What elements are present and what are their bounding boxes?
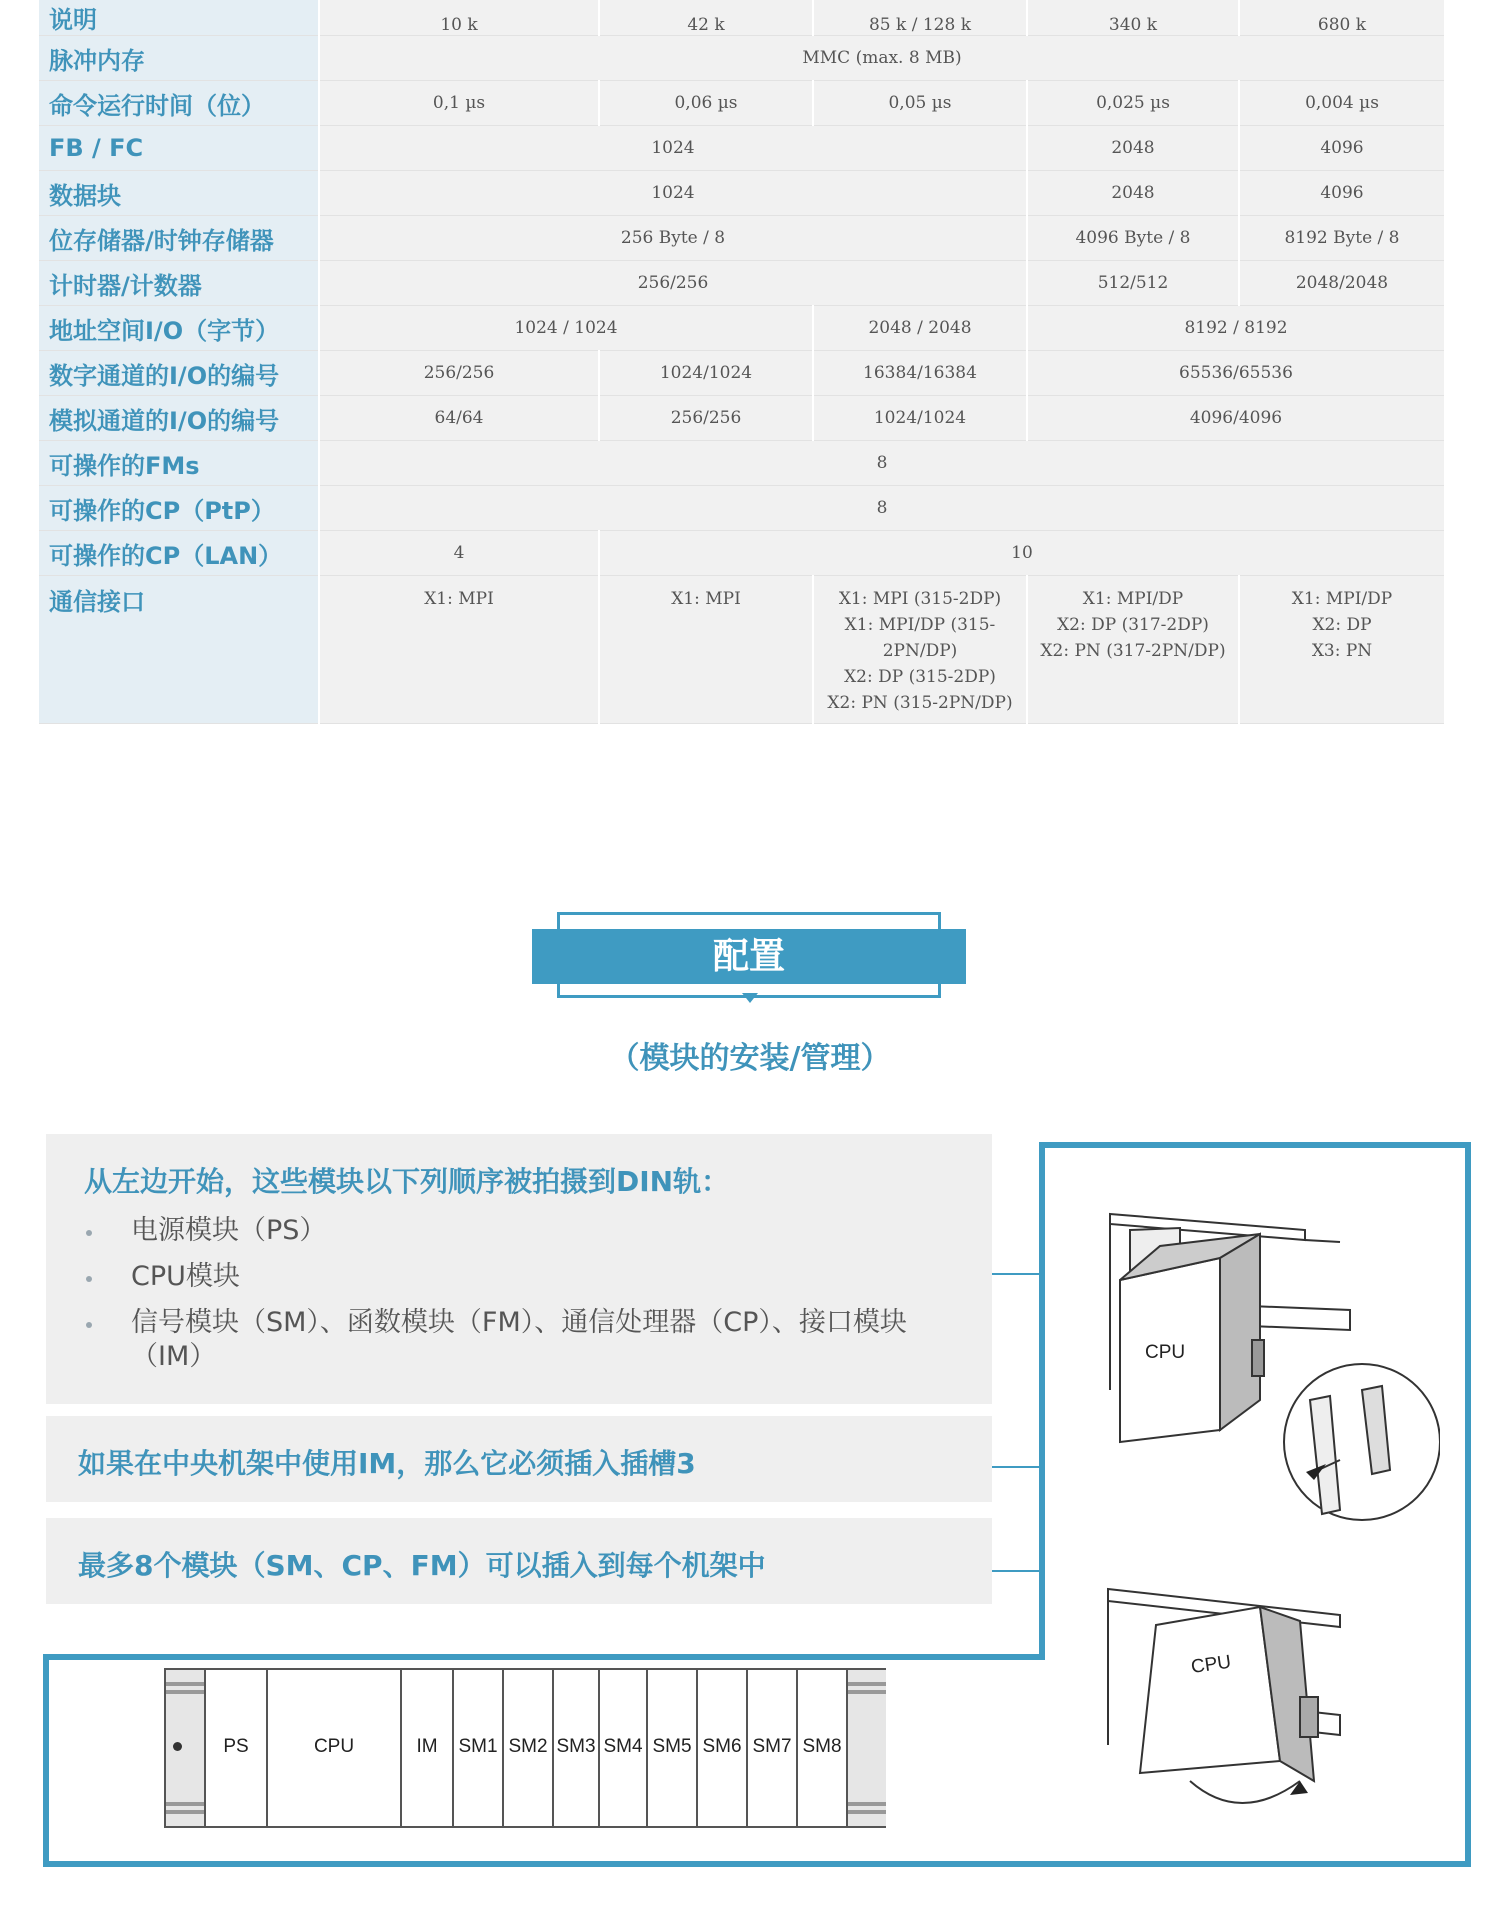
rack-slot-sm1: SM1 (452, 1670, 502, 1826)
cell-line: X1: MPI/DP (1082, 589, 1184, 609)
table-cell: 10 (599, 531, 1445, 576)
install-order-box (46, 1134, 992, 1404)
svg-text:CPU: CPU (1189, 1651, 1233, 1678)
row-label: 计时器/计数器 (39, 261, 319, 306)
connector-line-1 (992, 1273, 1039, 1275)
im-slot-note-box (46, 1416, 992, 1502)
rack-end-right (846, 1670, 886, 1826)
rack-slot-sm4: SM4 (598, 1670, 646, 1826)
rack-slot-sm7: SM7 (746, 1670, 796, 1826)
table-row (39, 0, 1445, 36)
table-cell: 8192 Byte / 8 (1239, 216, 1445, 261)
row-label: 命令运行时间（位） (39, 81, 319, 126)
row-label: 位存储器/时钟存储器 (39, 216, 319, 261)
table-cell: 340 k (1027, 0, 1239, 36)
table-cell: 4 (319, 531, 599, 576)
row-label: 地址空间I/O（字节） (39, 306, 319, 351)
cell-line: X1: MPI (315-2DP) (838, 589, 1002, 609)
cell-line: X2: PN (315-2PN/DP) (827, 693, 1013, 713)
spec-table (39, 0, 1446, 724)
rack-slot-ps: PS (204, 1670, 266, 1826)
table-row (39, 396, 1445, 441)
table-cell (599, 576, 813, 724)
table-cell: 10 k (319, 0, 599, 36)
table-row (39, 261, 1445, 306)
table-cell: 1024 / 1024 (319, 306, 813, 351)
cpu-mounting-illustration (1100, 1210, 1440, 1530)
svg-text:CPU: CPU (1145, 1342, 1186, 1363)
table-cell (1027, 576, 1239, 724)
max-modules-note: 最多8个模块（SM、CP、FM）可以插入到每个机架中 (78, 1549, 766, 1582)
table-cell (319, 576, 599, 724)
rack-slot-sm2: SM2 (502, 1670, 552, 1826)
cell-line: X2: DP (1312, 615, 1372, 635)
bullet-icon (86, 1322, 92, 1328)
table-cell: 42 k (599, 0, 813, 36)
bullet-icon (86, 1230, 92, 1236)
table-cell: 2048 / 2048 (813, 306, 1027, 351)
outline-right-side (1465, 1142, 1471, 1867)
cell-line: X2: PN (317-2PN/DP) (1040, 641, 1226, 661)
down-arrow-icon (742, 993, 758, 1003)
table-cell: 0,025 µs (1027, 81, 1239, 126)
table-row (39, 171, 1445, 216)
cell-line: 2PN/DP) (882, 641, 958, 661)
row-label: 模拟通道的I/O的编号 (39, 396, 319, 441)
table-cell: 65536/65536 (1027, 351, 1445, 396)
table-cell: 4096/4096 (1027, 396, 1445, 441)
section-subtitle: （模块的安装/管理） (609, 1041, 891, 1076)
rack-slot-sm8: SM8 (796, 1670, 846, 1826)
table-row (39, 216, 1445, 261)
section-title: 配置 (532, 929, 966, 984)
cell-line: X1: MPI (671, 589, 741, 609)
outline-mid-top (43, 1654, 1045, 1660)
outline-left-side (43, 1654, 49, 1867)
table-row (39, 306, 1445, 351)
rack-end-left (166, 1670, 204, 1826)
table-cell: 1024/1024 (599, 351, 813, 396)
table-cell: 4096 Byte / 8 (1027, 216, 1239, 261)
row-label: FB / FC (39, 126, 319, 171)
outline-bottom (43, 1861, 1471, 1867)
table-cell: 0,004 µs (1239, 81, 1445, 126)
list-item: 信号模块（SM）、函数模块（FM）、通信处理器（CP）、接口模块（IM） (84, 1306, 956, 1374)
table-cell: 8 (319, 486, 1445, 531)
table-row (39, 531, 1445, 576)
table-cell: 4096 (1239, 126, 1445, 171)
cell-line: X1: MPI/DP (315- (844, 615, 996, 635)
table-row (39, 351, 1445, 396)
row-label: 可操作的CP（PtP） (39, 486, 319, 531)
table-cell: 1024 (319, 126, 1027, 171)
module-list (84, 1214, 956, 1374)
connector-line-2 (992, 1466, 1039, 1468)
row-label: 通信接口 (39, 576, 319, 724)
row-label: 脉冲内存 (39, 36, 319, 81)
table-cell: 1024 (319, 171, 1027, 216)
table-cell: 8192 / 8192 (1027, 306, 1445, 351)
cell-line: X3: PN (1311, 641, 1373, 661)
table-cell: 256 Byte / 8 (319, 216, 1027, 261)
table-cell: 8 (319, 441, 1445, 486)
row-label: 说明 (39, 0, 319, 36)
table-cell: 4096 (1239, 171, 1445, 216)
bullet-icon (86, 1276, 92, 1282)
im-slot-note: 如果在中央机架中使用IM，那么它必须插入插槽3 (78, 1447, 696, 1480)
table-row (39, 126, 1445, 171)
rack-slot-im: IM (400, 1670, 452, 1826)
table-cell: 0,06 µs (599, 81, 813, 126)
table-cell: 1024/1024 (813, 396, 1027, 441)
list-item: CPU模块 (84, 1260, 956, 1294)
max-modules-note-box (46, 1518, 992, 1604)
table-cell: 64/64 (319, 396, 599, 441)
rack-slot-sm6: SM6 (696, 1670, 746, 1826)
cell-line: X1: MPI (424, 589, 494, 609)
table-cell: 16384/16384 (813, 351, 1027, 396)
table-cell: 0,1 µs (319, 81, 599, 126)
rack-slot-sm3: SM3 (552, 1670, 598, 1826)
table-row (39, 81, 1445, 126)
cpu-hinge-illustration (1100, 1585, 1440, 1835)
table-cell: 256/256 (319, 351, 599, 396)
table-cell: 256/256 (599, 396, 813, 441)
cell-line: X2: DP (315-2DP) (844, 667, 996, 687)
table-row (39, 486, 1445, 531)
table-cell (1239, 576, 1445, 724)
install-order-heading: 从左边开始，这些模块以下列顺序被拍摄到DIN轨： (84, 1165, 730, 1198)
rack-slot-sm5: SM5 (646, 1670, 696, 1826)
rack-diagram (164, 1668, 886, 1828)
row-label: 数据块 (39, 171, 319, 216)
table-cell (813, 576, 1027, 724)
row-label: 数字通道的I/O的编号 (39, 351, 319, 396)
table-cell: 0,05 µs (813, 81, 1027, 126)
cell-line: X2: DP (317-2DP) (1057, 615, 1209, 635)
rack-slot-cpu: CPU (266, 1670, 400, 1826)
table-row (39, 441, 1445, 486)
table-cell: 680 k (1239, 0, 1445, 36)
outline-inner-left (1039, 1142, 1045, 1660)
table-cell: 2048/2048 (1239, 261, 1445, 306)
table-cell: 256/256 (319, 261, 1027, 306)
table-cell: 85 k / 128 k (813, 0, 1027, 36)
outline-right-top (1039, 1142, 1471, 1148)
cell-line: X1: MPI/DP (1291, 589, 1393, 609)
list-item: 电源模块（PS） (84, 1214, 956, 1248)
table-cell: MMC (max. 8 MB) (319, 36, 1445, 81)
row-label: 可操作的FMs (39, 441, 319, 486)
rack-screw-icon (173, 1742, 182, 1751)
table-row (39, 36, 1445, 81)
table-cell: 512/512 (1027, 261, 1239, 306)
table-row (39, 576, 1445, 724)
connector-line-3 (992, 1570, 1039, 1572)
table-cell: 2048 (1027, 171, 1239, 216)
row-label: 可操作的CP（LAN） (39, 531, 319, 576)
table-cell: 2048 (1027, 126, 1239, 171)
